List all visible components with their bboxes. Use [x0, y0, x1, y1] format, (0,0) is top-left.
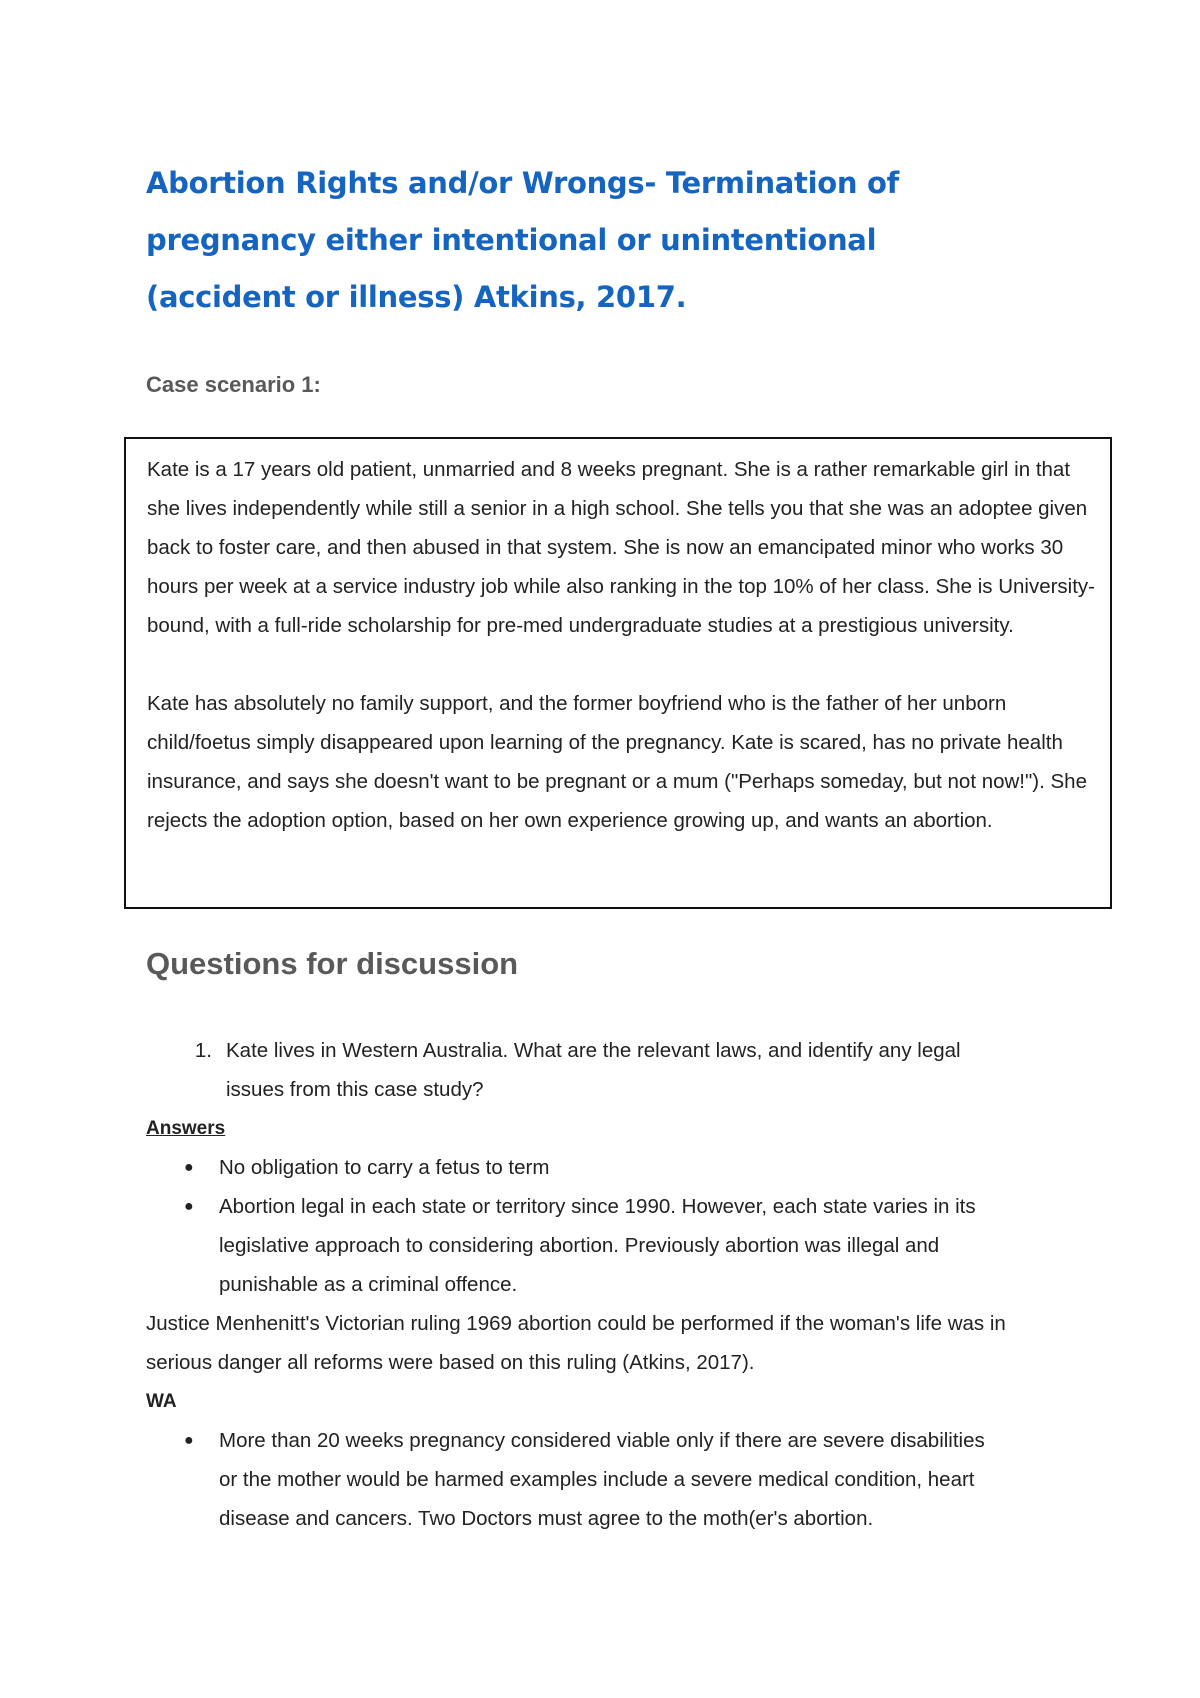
answer-bullet-text: Abortion legal in each state or territory since 1990. However, each state varies in its legislative approach to considering abortion. Previously abortion was illegal and punishable as a criminal offence. — [219, 1195, 976, 1296]
answers-bullet-list — [146, 1148, 1066, 1304]
case-paragraph: Kate has absolutely no family support, and the former boyfriend who is the father of her unborn child/foetus simply disappeared upon learning of the pregnancy. Kate is scared, has no private health insurance, and says she doesn't want to be pregnant or a mum ("Perhaps someday, but not now!"). She rejects the adoption option, based on her own experience growing up, and wants an abortion. — [147, 692, 1087, 832]
questions-list — [146, 1031, 1046, 1109]
bullet-dot-icon: ● — [184, 1432, 194, 1449]
wa-bullet-text: More than 20 weeks pregnancy considered viable only if there are severe disabilities or the mother would be harmed examples include a severe medical condition, heart disease and cancers. Two Doctors must agree to the moth(er's abortion. — [219, 1429, 985, 1530]
question-number: 1. — [194, 1039, 212, 1062]
answer-bullet-item — [146, 1148, 1066, 1187]
question-item — [146, 1031, 1046, 1109]
wa-heading: WA — [146, 1391, 177, 1412]
document-title: Abortion Rights and/or Wrongs- Termination of pregnancy either intentional or unintentional (accident or illness) Atkins, 2017. — [146, 166, 899, 314]
answer-bullet-item — [146, 1187, 1066, 1304]
answers-section — [146, 1109, 1066, 1538]
question-text: Kate lives in Western Australia. What are the relevant laws, and identify any legal issues from this case study? — [226, 1039, 961, 1101]
bullet-dot-icon: ● — [184, 1159, 194, 1176]
answers-label: Answers — [146, 1118, 226, 1139]
case-paragraph: Kate is a 17 years old patient, unmarried and 8 weeks pregnant. She is a rather remarkable girl in that she lives independently while still a senior in a high school. She tells you that she was an adoptee given back to foster care, and then abused in that system. She is now an emancipated minor who works 30 hours per week at a service industry job while also ranking in the top 10% of her class. She is University-bound, with a full-ride scholarship for pre-med undergraduate studies at a prestigious university. — [147, 458, 1096, 637]
questions-heading: Questions for discussion — [146, 946, 519, 981]
ruling-paragraph: Justice Menhenitt's Victorian ruling 1969 abortion could be performed if the woman's life was in serious danger all reforms were based on this ruling (Atkins, 2017). — [146, 1312, 1006, 1374]
answer-bullet-text: No obligation to carry a fetus to term — [219, 1156, 550, 1179]
case-scenario-heading: Case scenario 1: — [146, 372, 321, 397]
bullet-dot-icon: ● — [184, 1198, 194, 1215]
wa-bullet-item — [146, 1421, 1066, 1538]
wa-bullet-list — [146, 1421, 1066, 1538]
case-scenario-box — [124, 437, 1112, 909]
